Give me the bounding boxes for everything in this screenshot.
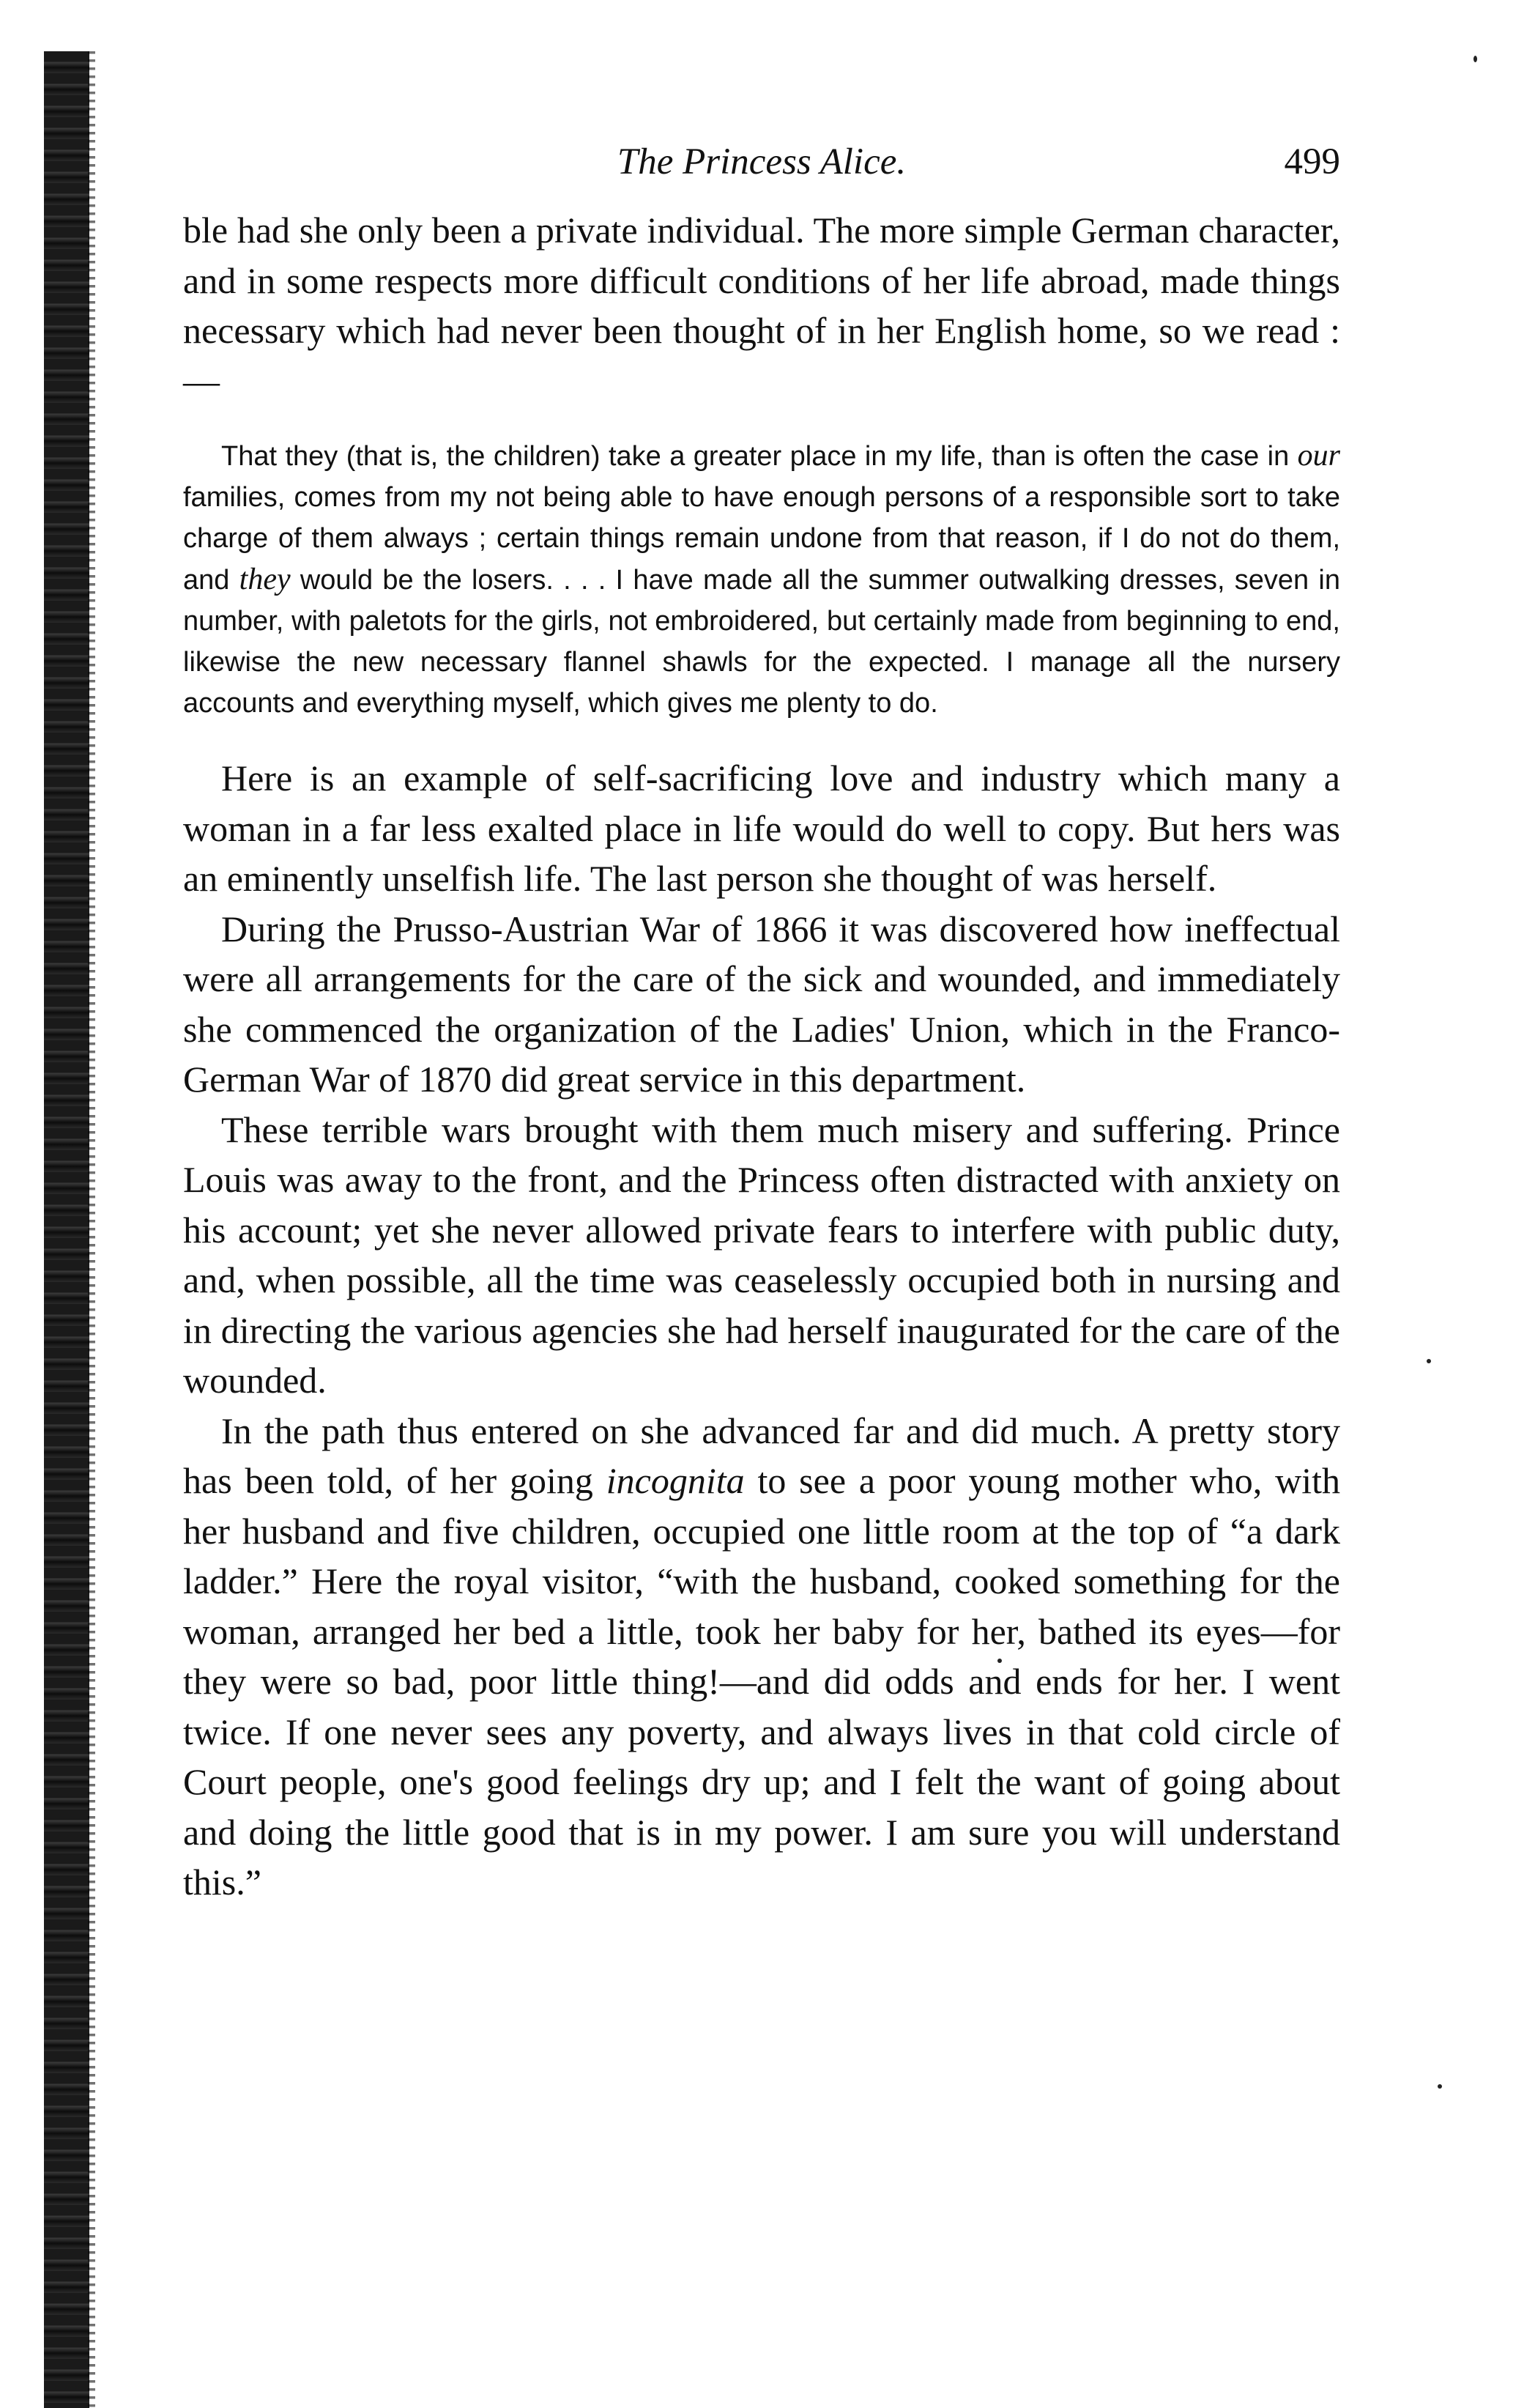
quote-text: would be the losers. . . . I have made all the summer outwalking dresses, seven in number, with paletots for the girls, not embroidered, but certainly made from beginning to end, likewise the new necessary flannel shawls for the expected. I manage all the nursery accounts and everything myself, which gives me plenty to do. bbox=[183, 565, 1340, 719]
paragraph-incognita-story bbox=[183, 1406, 1340, 1908]
italic-incognita: incognita bbox=[606, 1460, 745, 1501]
page-number: 499 bbox=[1284, 141, 1340, 182]
quote-italic-our: our bbox=[1297, 439, 1340, 473]
paragraph-prusso-austrian-war: During the Prusso-Austrian War of 1866 it was discovered how ineffectual were all arrangements for the care of the sick and wounded, and immediately she commenced the organization of the Ladies' Union, which in the Franco-German War of 1870 did great service in this department. bbox=[183, 908, 1340, 1100]
book-page bbox=[183, 132, 1340, 1908]
paragraph-text: In the path thus entered on she advanced far and did much. A pretty story has been told, of her going bbox=[183, 1409, 1340, 1501]
paragraph-terrible-wars: These terrible wars brought with them much misery and suffering. Prince Louis was away to the front, and the Princess often distracted with anxiety on his account; yet she never allowed private fears to interfere with public duty, and, when possible, all the time was ceaselessly occupied both in nursing and in directing the various agencies she had herself inaugurated for the care of the wounded. bbox=[183, 1108, 1340, 1401]
running-head bbox=[183, 132, 1340, 190]
quote-text: families, comes from my not being able to have enough persons of a responsible sort to take charge of them always ; certain things remain undone from that reason, if I do not do them, and bbox=[183, 482, 1340, 596]
quote-italic-they: they bbox=[239, 563, 291, 596]
running-title: The Princess Alice. bbox=[617, 141, 907, 182]
paragraph-continued: ble had she only been a private individual. The more simple German character, and in some respects more difficult conditions of her life abroad, made things necessary which had never been thought of in her English home, so we read :— bbox=[183, 210, 1340, 401]
quote-text: That they (that is, the children) take a greater place in my life, than is often the case in bbox=[221, 441, 1298, 472]
ink-speck bbox=[1427, 1359, 1431, 1363]
quoted-letter-extract bbox=[183, 435, 1340, 724]
ink-speck bbox=[1473, 56, 1477, 62]
binding-edge bbox=[44, 51, 89, 2408]
paragraph-self-sacrifice: Here is an example of self-sacrificing love and industry which many a woman in a far less exalted place in life would do well to copy. But hers was an eminently unselfish life. The last person she thought of was herself. bbox=[183, 757, 1340, 899]
ink-speck bbox=[1438, 2084, 1442, 2089]
paragraph-text: to see a poor young mother who, with her husband and five children, occupied one little room at the top of “a dark ladder.” Here the royal visitor, “with the husband, cooked something for the woman, arranged her bed a little, took her baby for her, bathed its eyes—for they were so bad, poor little thing!—and did odds and ends for her. I went twice. If one never sees any poverty, and always lives in that cold circle of Court people, one's good feelings dry up; and I felt the want of going about and doing the little good that is in my power. I am sure you will understand this.” bbox=[183, 1460, 1341, 1903]
